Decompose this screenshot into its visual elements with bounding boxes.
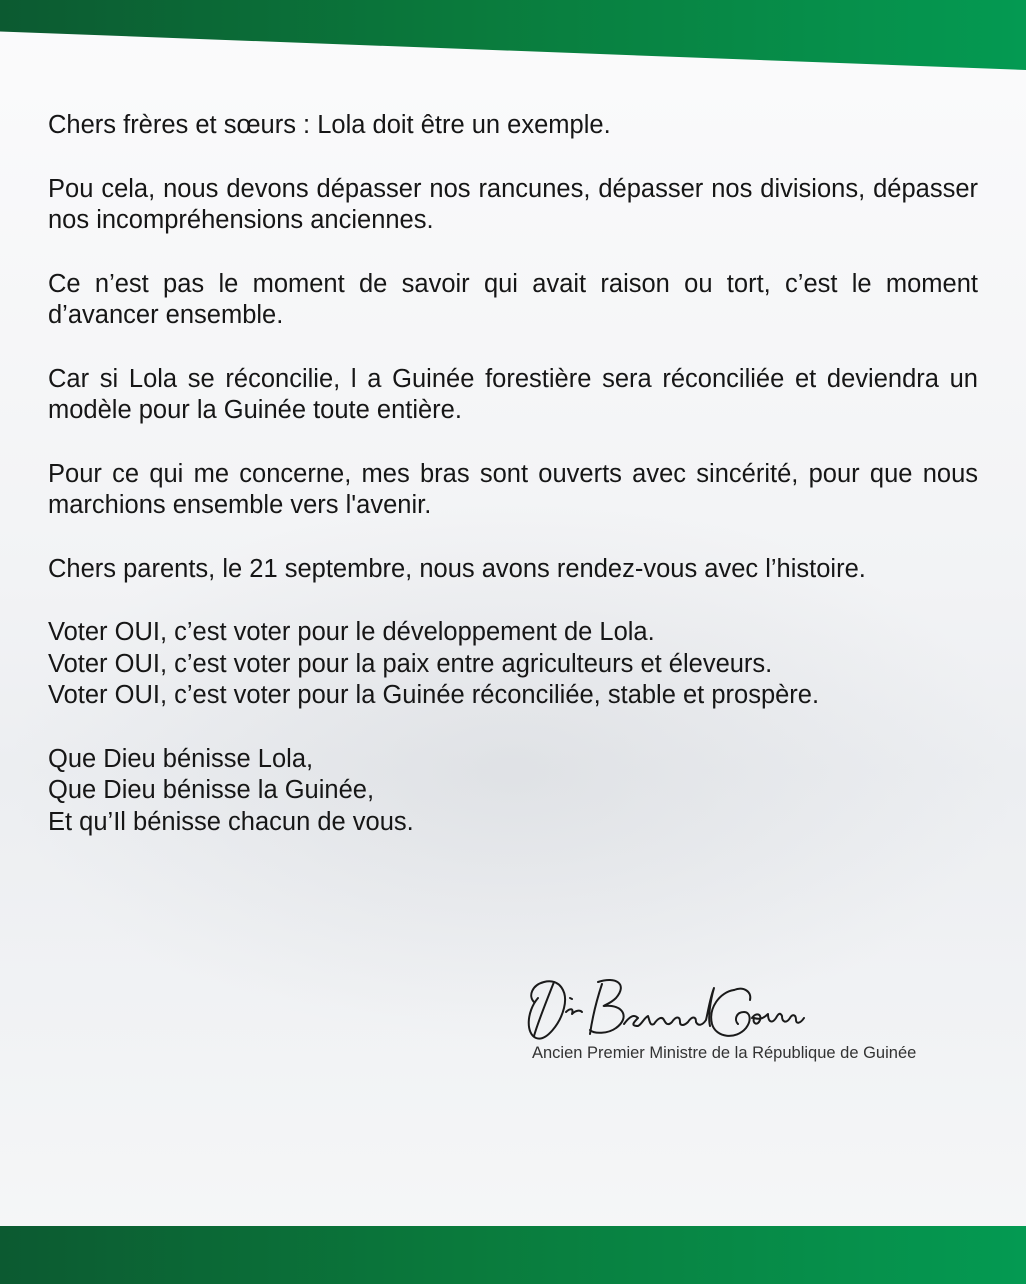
top-green-band [0,0,1026,70]
letter-paragraph-5: Pour ce qui me concerne, mes bras sont ouverts avec sincérité, pour que nous marchions ensemble vers l'avenir. [48,459,978,519]
blessing-paragraph [48,744,978,839]
letter-paragraph-greeting: Chers frères et sœurs : Lola doit être un exemple. [48,111,611,139]
handwritten-signature [520,968,820,1048]
letter-paragraph-6: Chers parents, le 21 septembre, nous avons rendez-vous avec l’histoire. [48,554,866,583]
letter-paragraph-4: Car si Lola se réconcilie, l a Guinée forestière sera réconciliée et deviendra un modèle pour la Guinée toute entière. [48,364,978,424]
bottom-green-band [0,1226,1026,1284]
blessing-line: Que Dieu bénisse Lola, [48,744,314,773]
vote-line: Voter OUI, c’est voter pour le développement de Lola. [48,618,655,646]
letter-body [48,110,978,870]
blessing-line: Et qu’Il bénisse chacun de vous. [48,807,414,836]
signature-block [520,968,990,1078]
letter-paragraph-2: Pou cela, nous devons dépasser nos rancunes, dépasser nos divisions, dépasser nos incompréhensions anciennes. [48,174,978,234]
vote-line: Voter OUI, c’est voter pour la paix entre agriculteurs et éleveurs. [48,649,773,678]
vote-paragraph [48,617,978,712]
signatory-title: Ancien Premier Ministre de la République de Guinée [532,1044,917,1062]
vote-line: Voter OUI, c’est voter pour la Guinée réconciliée, stable et prospère. [48,681,820,709]
blessing-line: Que Dieu bénisse la Guinée, [48,776,375,804]
letter-paragraph-3: Ce n’est pas le moment de savoir qui avait raison ou tort, c’est le moment d’avancer ensemble. [48,269,978,329]
